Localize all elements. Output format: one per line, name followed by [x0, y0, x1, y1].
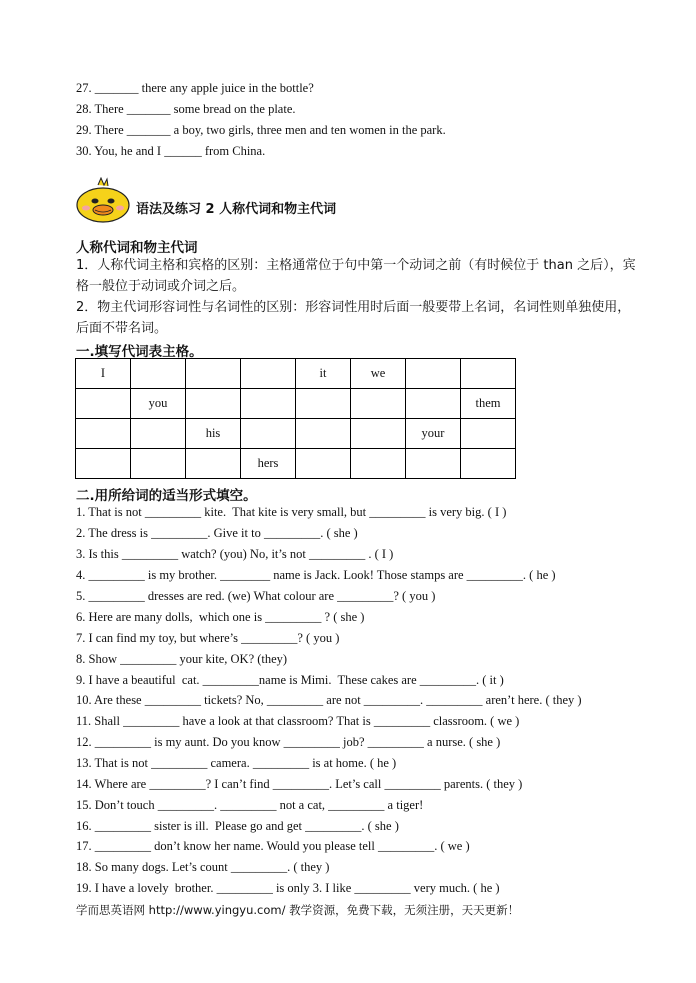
table-cell[interactable] — [131, 359, 186, 389]
part1-title: 一.填写代词表主格。 — [76, 344, 203, 360]
table-cell[interactable] — [76, 389, 131, 419]
table-row — [76, 359, 516, 389]
duck-mascot-icon — [74, 177, 132, 225]
exercise-item: 10. Are these _________ tickets? No, _________ are not _________. _________ aren’t here. ( they ) — [76, 693, 582, 707]
table-row — [76, 419, 516, 449]
exercise-item: 3. Is this _________ watch? (you) No, it’s not _________ . ( I ) — [76, 547, 394, 561]
exercise-item: 11. Shall _________ have a look at that classroom? That is _________ classroom. ( we ) — [76, 714, 520, 728]
table-cell[interactable] — [186, 359, 241, 389]
exercise-item: 12. _________ is my aunt. Do you know _________ job? _________ a nurse. ( she ) — [76, 735, 501, 749]
table-cell[interactable] — [131, 419, 186, 449]
table-cell[interactable] — [461, 449, 516, 479]
exercise-item: 15. Don’t touch _________. _________ not a cat, _________ a tiger! — [76, 798, 424, 812]
table-cell[interactable] — [351, 419, 406, 449]
table-cell[interactable] — [406, 449, 461, 479]
table-cell[interactable] — [131, 449, 186, 479]
exercise-item: 16. _________ sister is ill. Please go and get _________. ( she ) — [76, 819, 399, 833]
table-cell[interactable]: hers — [241, 449, 296, 479]
table-cell[interactable]: I — [76, 359, 131, 389]
exercise-28: 28. There _______ some bread on the plate. — [76, 102, 296, 116]
table-cell[interactable] — [406, 359, 461, 389]
table-row — [76, 389, 516, 419]
table-row — [76, 449, 516, 479]
rule-1: 1．人称代词主格和宾格的区别：主格通常位于句中第一个动词之前（有时候位于 than 之后），宾格一般位于动词或介词之后。 — [76, 258, 636, 294]
rule-2: 2．物主代词形容词性与名词性的区别：形容词性用时后面一般要带上名词，名词性则单独使用，后面不带名词。 — [76, 300, 631, 336]
exercise-item: 13. That is not _________ camera. _________ is at home. ( he ) — [76, 756, 397, 770]
table-cell[interactable] — [241, 389, 296, 419]
table-cell[interactable] — [351, 389, 406, 419]
exercise-item: 2. The dress is _________. Give it to _________. ( she ) — [76, 526, 358, 540]
exercise-item: 17. _________ don’t know her name. Would you please tell _________. ( we ) — [76, 839, 470, 853]
exercise-item: 5. _________ dresses are red. (we) What colour are _________? ( you ) — [76, 589, 436, 603]
table-cell[interactable] — [76, 449, 131, 479]
table-cell[interactable]: your — [406, 419, 461, 449]
exercise-item: 7. I can find my toy, but where’s _________? ( you ) — [76, 631, 340, 645]
table-cell[interactable] — [186, 389, 241, 419]
table-cell[interactable]: we — [351, 359, 406, 389]
table-cell[interactable]: it — [296, 359, 351, 389]
exercise-item: 14. Where are _________? I can’t find _________. Let’s call _________ parents. ( they ) — [76, 777, 523, 791]
table-cell[interactable] — [241, 419, 296, 449]
pronoun-table — [75, 358, 516, 479]
exercise-29: 29. There _______ a boy, two girls, three men and ten women in the park. — [76, 123, 446, 137]
table-cell[interactable] — [406, 389, 461, 419]
exercise-item: 1. That is not _________ kite. That kite is very small, but _________ is very big. ( I ) — [76, 505, 507, 519]
table-cell[interactable]: his — [186, 419, 241, 449]
table-cell[interactable]: you — [131, 389, 186, 419]
table-cell[interactable] — [186, 449, 241, 479]
page-footer: 学而思英语网 http://www.yingyu.com/ 教学资源，免费下载，无须注册，天天更新！ — [76, 903, 520, 917]
table-cell[interactable]: them — [461, 389, 516, 419]
table-cell[interactable] — [461, 359, 516, 389]
exercise-item: 19. I have a lovely brother. _________ is only 3. I like _________ very much. ( he ) — [76, 881, 500, 895]
section-title: 人称代词和物主代词 — [76, 240, 198, 256]
table-cell[interactable] — [296, 419, 351, 449]
table-cell[interactable] — [76, 419, 131, 449]
exercise-30: 30. You, he and I ______ from China. — [76, 144, 266, 158]
exercise-item: 6. Here are many dolls, which one is _________ ? ( she ) — [76, 610, 365, 624]
exercise-item: 9. I have a beautiful cat. _________name is Mimi. These cakes are _________. ( it ) — [76, 673, 504, 687]
table-cell[interactable] — [296, 449, 351, 479]
exercise-27: 27. _______ there any apple juice in the bottle? — [76, 81, 314, 95]
table-cell[interactable] — [461, 419, 516, 449]
table-cell[interactable] — [351, 449, 406, 479]
exercise-item: 4. _________ is my brother. ________ name is Jack. Look! Those stamps are _________. ( he ) — [76, 568, 556, 582]
lesson-heading-text: 语法及练习 2 人称代词和物主代词 — [136, 202, 337, 217]
part2-title: 二.用所给词的适当形式填空。 — [76, 488, 257, 504]
table-cell[interactable] — [296, 389, 351, 419]
exercise-item: 8. Show _________ your kite, OK? (they) — [76, 652, 288, 666]
exercise-item: 18. So many dogs. Let’s count _________. ( they ) — [76, 860, 330, 874]
lesson-heading — [74, 177, 374, 225]
table-cell[interactable] — [241, 359, 296, 389]
